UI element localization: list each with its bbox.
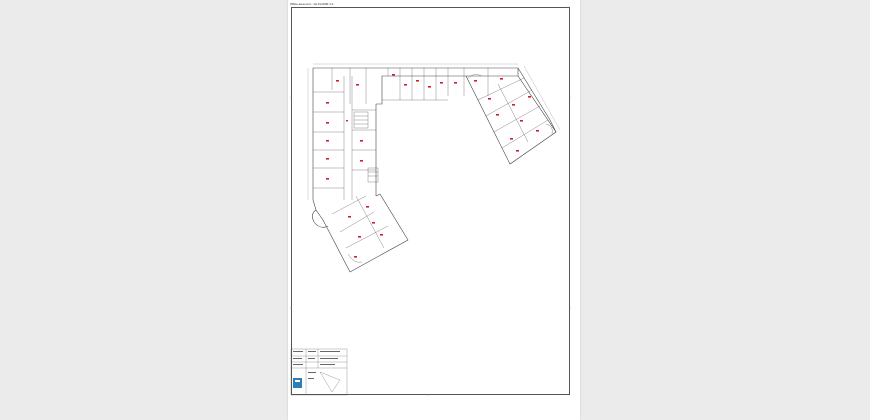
- dimension-lines: [308, 64, 560, 200]
- building-outline: [312, 68, 556, 272]
- drawing-sheet: [288, 0, 580, 420]
- sheet-title: Office area rent - 1st FLOOR 1:1: [290, 2, 334, 6]
- title-block: [291, 349, 347, 395]
- frame-ticks: [290, 6, 571, 396]
- room-partitions: [313, 68, 552, 262]
